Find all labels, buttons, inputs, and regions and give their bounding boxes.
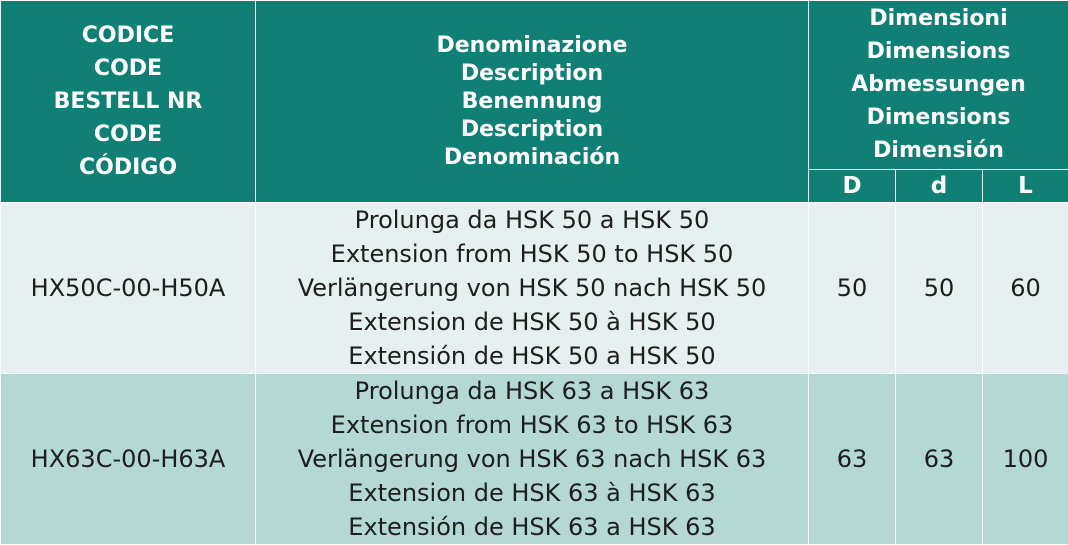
code-header-line: CODE (1, 52, 255, 85)
description-line: Verlängerung von HSK 63 nach HSK 63 (256, 442, 808, 476)
code-header-line: CÓDIGO (1, 151, 255, 184)
dimension-L-cell: 60 (983, 203, 1068, 374)
code-header-line: CODE (1, 118, 255, 151)
description-line: Prolunga da HSK 50 a HSK 50 (256, 203, 808, 237)
code-column-header (1, 1, 256, 203)
description-line: Extension from HSK 50 to HSK 50 (256, 237, 808, 271)
description-line: Verlängerung von HSK 50 nach HSK 50 (256, 271, 808, 305)
description-line: Extension de HSK 50 à HSK 50 (256, 305, 808, 339)
dimensions-header-line: Dimensión (809, 134, 1068, 167)
description-line: Extensión de HSK 50 a HSK 50 (256, 339, 808, 373)
dimension-L-cell: 100 (983, 374, 1068, 545)
table-row (1, 203, 1068, 374)
table-header (1, 1, 1068, 203)
description-line: Prolunga da HSK 63 a HSK 63 (256, 374, 808, 408)
dimensions-header-line: Dimensions (809, 101, 1068, 134)
dimensions-header-line: Dimensioni (809, 2, 1068, 35)
dimension-d-cell: 63 (896, 374, 983, 545)
dimensions-header-line: Abmessungen (809, 68, 1068, 101)
description-line: Extension de HSK 63 à HSK 63 (256, 476, 808, 510)
dimension-d-header: d (896, 169, 983, 202)
dimensions-header-line: Dimensions (809, 35, 1068, 68)
description-line: Extensión de HSK 63 a HSK 63 (256, 510, 808, 544)
description-cell (256, 203, 809, 374)
table-row (1, 374, 1068, 545)
description-header-line: Denominazione (256, 32, 808, 60)
dimensions-group-header (809, 1, 1068, 170)
code-cell: HX50C-00-H50A (1, 203, 256, 374)
code-header-line: BESTELL NR (1, 85, 255, 118)
description-header-line: Description (256, 116, 808, 144)
description-header-line: Description (256, 60, 808, 88)
description-header-line: Denominación (256, 144, 808, 172)
description-line: Extension from HSK 63 to HSK 63 (256, 408, 808, 442)
description-column-header (256, 1, 809, 203)
dimension-D-cell: 50 (809, 203, 896, 374)
code-header-line: CODICE (1, 19, 255, 52)
dimension-D-cell: 63 (809, 374, 896, 545)
dimension-D-header: D (809, 169, 896, 202)
code-cell: HX63C-00-H63A (1, 374, 256, 545)
description-header-line: Benennung (256, 88, 808, 116)
dimension-L-header: L (983, 169, 1068, 202)
dimension-d-cell: 50 (896, 203, 983, 374)
description-cell (256, 374, 809, 545)
